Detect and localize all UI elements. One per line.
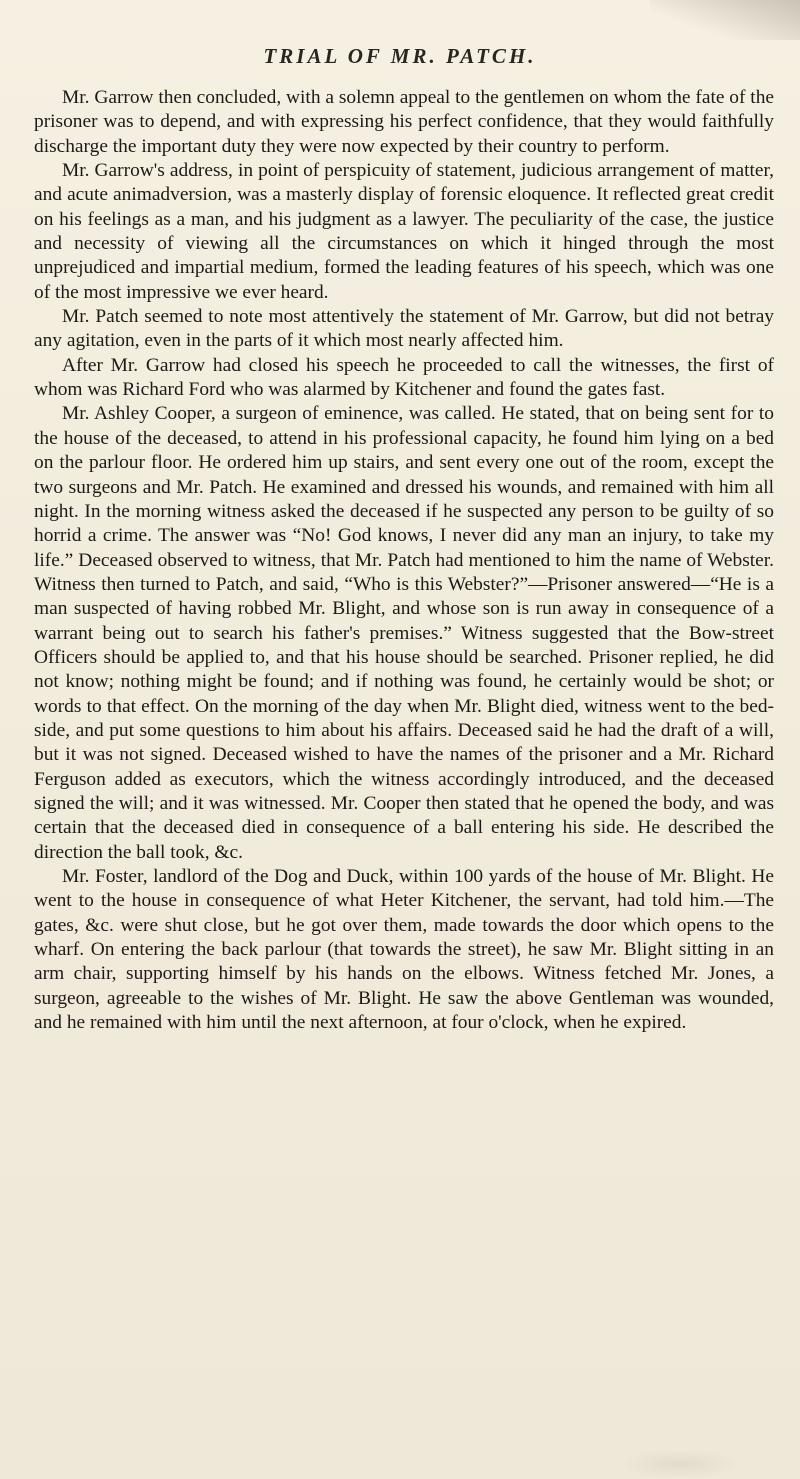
page-smudge <box>620 1449 740 1479</box>
paragraph-foster-testimony: Mr. Foster, landlord of the Dog and Duck, within 100 yards of the house of Mr. Blight. He went to the house in consequence of what Heter Kitchener, the servant, had told him.—The gates, &c. were shut close, but he got over them, made towards the door which opens to the wharf. On entering the back parlour (that towards the street), he saw Mr. Blight sitting in an arm chair, supporting himself by his hands on the elbows. Witness fetched Mr. Jones, a surgeon, agreeable to the wishes of Mr. Blight. He saw the above Gentleman was wounded, and he remained with him until the next afternoon, at four o'clock, when he expired. <box>34 866 774 1034</box>
paragraph-cooper-testimony: Mr. Ashley Cooper, a surgeon of eminence, was called. He stated, that on being sent for to the house of the deceased, to attend in his professional capacity, he found him lying on a bed on the parlour floor. He ordered him up stairs, and sent every one out of the room, except the two surgeons and Mr. Patch. He examined and dressed his wounds, and remained with him all night. In the morning witness asked the deceased if he suspected any person to be guilty of so horrid a crime. The answer was “No! God knows, I never did any man an injury, to take my life.” Deceased observed to witness, that Mr. Patch had mentioned to him the name of Webster. Witness then turned to Patch, and said, “Who is this Webster?”—Prisoner answered—“He is a man suspected of having robbed Mr. Blight, and whose son is run away in consequence of a warrant being out to search his father's premises.” Witness suggested that the Bow-street Officers should be applied to, and that his house should be searched. Prisoner replied, he did not know; nothing might be found; and if nothing was found, he certainly would be shot; or words to that effect. On the morning of the day when Mr. Blight died, witness went to the bed-side, and put some questions to him about his affairs. Deceased said he had the draft of a will, but it was not signed. Deceased wished to have the names of the prisoner and a Mr. Richard Ferguson added as executors, which the witness accordingly introduced, and the deceased signed the will; and it was witnessed. Mr. Cooper then stated that he opened the body, and was certain that the deceased died in consequence of a ball entering his side. He described the direction the ball took, &c. <box>34 403 774 863</box>
running-head: TRIAL OF MR. PATCH. <box>263 44 537 68</box>
paragraph-patch-demeanour: Mr. Patch seemed to note most attentively the statement of Mr. Garrow, but did not betray any agitation, even in the parts of it which most nearly affected him. <box>34 306 774 352</box>
page-corner-shadow <box>650 0 800 40</box>
paragraph-garrow-address: Mr. Garrow's address, in point of perspicuity of statement, judicious arrangement of matter, and acute animadversion, was a masterly display of forensic eloquence. It reflected great credit on his feelings as a man, and his judgment as a lawyer. The peculiarity of the case, the justice and necessity of viewing all the circumstances on which it hinged through the most unprejudiced and impartial medium, formed the leading features of his speech, which was one of the most impressive we ever heard. <box>34 160 774 303</box>
paragraph-garrow-conclusion: Mr. Garrow then concluded, with a solemn appeal to the gentlemen on whom the fate of the prisoner was to depend, and with expressing his perfect confidence, that they would faithfully discharge the important duty they were now expected by their country to perform. <box>34 87 774 157</box>
paragraph-witnesses-called: After Mr. Garrow had closed his speech he proceeded to call the witnesses, the first of whom was Richard Ford who was alarmed by Kitchener and found the gates fast. <box>34 354 774 401</box>
body-text <box>34 86 774 1035</box>
